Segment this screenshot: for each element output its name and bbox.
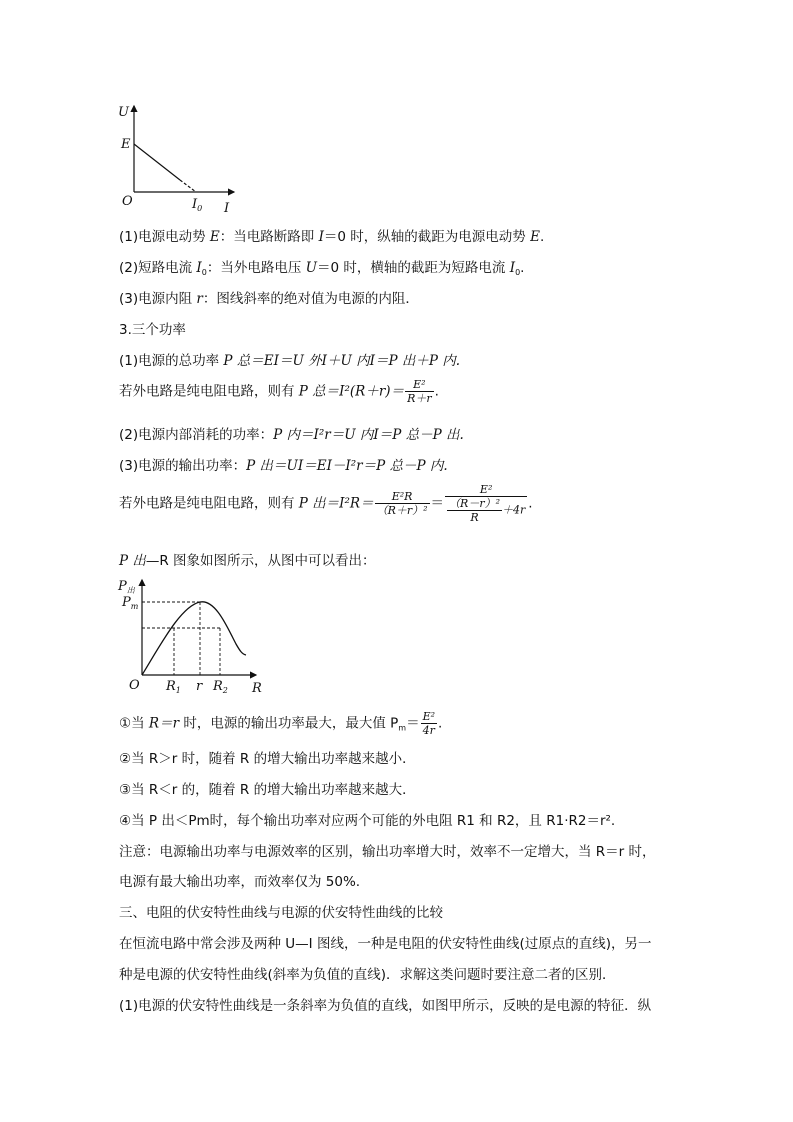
origin-label: O xyxy=(129,678,140,693)
i0-label: $I_0$ xyxy=(192,197,203,213)
pm-label: $P_m$ xyxy=(122,595,139,611)
p-axis-label: $P_出$ xyxy=(118,579,135,595)
power-internal: (2)电源内部消耗的功率：P 内＝I²r＝U 内I＝P 总－P 出. xyxy=(119,427,464,443)
e-label: E xyxy=(121,137,131,152)
para2-line-1: (1)电源的伏安特性曲线是一条斜率为负值的直线，如图甲所示，反映的是电源的特征．纵 xyxy=(119,998,652,1014)
short-line: (2)短路电流 $I_0$：当外电路电压 U＝0 时，横轴的截距为短路电流 $I_0$. xyxy=(119,260,525,277)
note-line-1: 注意：电源输出功率与电源效率的区别，输出功率增大时，效率不一定增大，当 R＝r 时， xyxy=(119,844,656,860)
section-title: 三、电阻的伏安特性曲线与电源的伏安特性曲线的比较 xyxy=(119,905,443,921)
point-1: ①当 R＝r 时，电源的输出功率最大，最大值 $P_m=$ $\frac{\text{E²}}{4r}$ . xyxy=(119,710,443,737)
power-output-pure: 若外电路是纯电阻电路，则有 P 出＝I²R＝ $\frac{\text{E²R}}{\text{（R＋r）²}}$ ＝ E² $\frac{\text{（R－r）²}}{R}$ ＋4r . xyxy=(119,483,533,524)
source-line xyxy=(134,144,180,180)
para1-line-2: 种是电源的伏安特性曲线(斜率为负值的直线)．求解这类问题时要注意二者的区别． xyxy=(119,967,616,983)
r-label: r xyxy=(196,679,203,694)
u-axis-label: U xyxy=(118,105,129,120)
r1-label: $R_1$ xyxy=(166,679,181,695)
note-line-2: 电源有最大输出功率，而效率仅为 50%. xyxy=(119,874,361,890)
power-output: (3)电源的输出功率：P 出＝UI＝EI－I²r＝P 总－P 内. xyxy=(119,458,448,474)
section3-title: 3.三个功率 xyxy=(119,322,186,338)
source-line-dashed xyxy=(180,180,196,192)
para1-line-1: 在恒流电路中常会涉及两种 U—I 图线，一种是电阻的伏安特性曲线(过原点的直线)，另一 xyxy=(119,936,652,952)
power-total-pure: 若外电路是纯电阻电路，则有 P 总＝I²(R＋r)＝ $\frac{\text{E²}}{R+r}$ . xyxy=(119,378,439,405)
ui-graph xyxy=(116,102,240,214)
i-axis-label: I xyxy=(224,201,230,214)
origin-label: O xyxy=(122,194,133,209)
emf-line: (1)电源电动势 E：当电路断路即 I＝0 时，纵轴的截距为电源电动势 E. xyxy=(119,229,545,245)
point-4: ④当 P 出＜Pm时，每个输出功率对应两个可能的外电阻 R1 和 R2，且 R1·R2＝r². xyxy=(119,813,616,829)
r2-label: $R_2$ xyxy=(213,679,228,695)
resist-line: (3)电源内阻 r：图线斜率的绝对值为电源的内阻． xyxy=(119,291,419,307)
graph2-caption: P 出—R 图象如图所示，从图中可以看出： xyxy=(119,553,376,569)
point-2: ②当 R＞r 时，随着 R 的增大输出功率越来越小． xyxy=(119,751,416,767)
point-3: ③当 R＜r 的，随着 R 的增大输出功率越来越大． xyxy=(119,782,416,798)
r-axis-label: R xyxy=(252,681,262,696)
power-curve xyxy=(142,602,246,675)
p-r-graph xyxy=(116,574,266,698)
power-total: (1)电源的总功率 P 总＝EI＝U 外I＋U 内I＝P 出＋P 内. xyxy=(119,353,461,369)
